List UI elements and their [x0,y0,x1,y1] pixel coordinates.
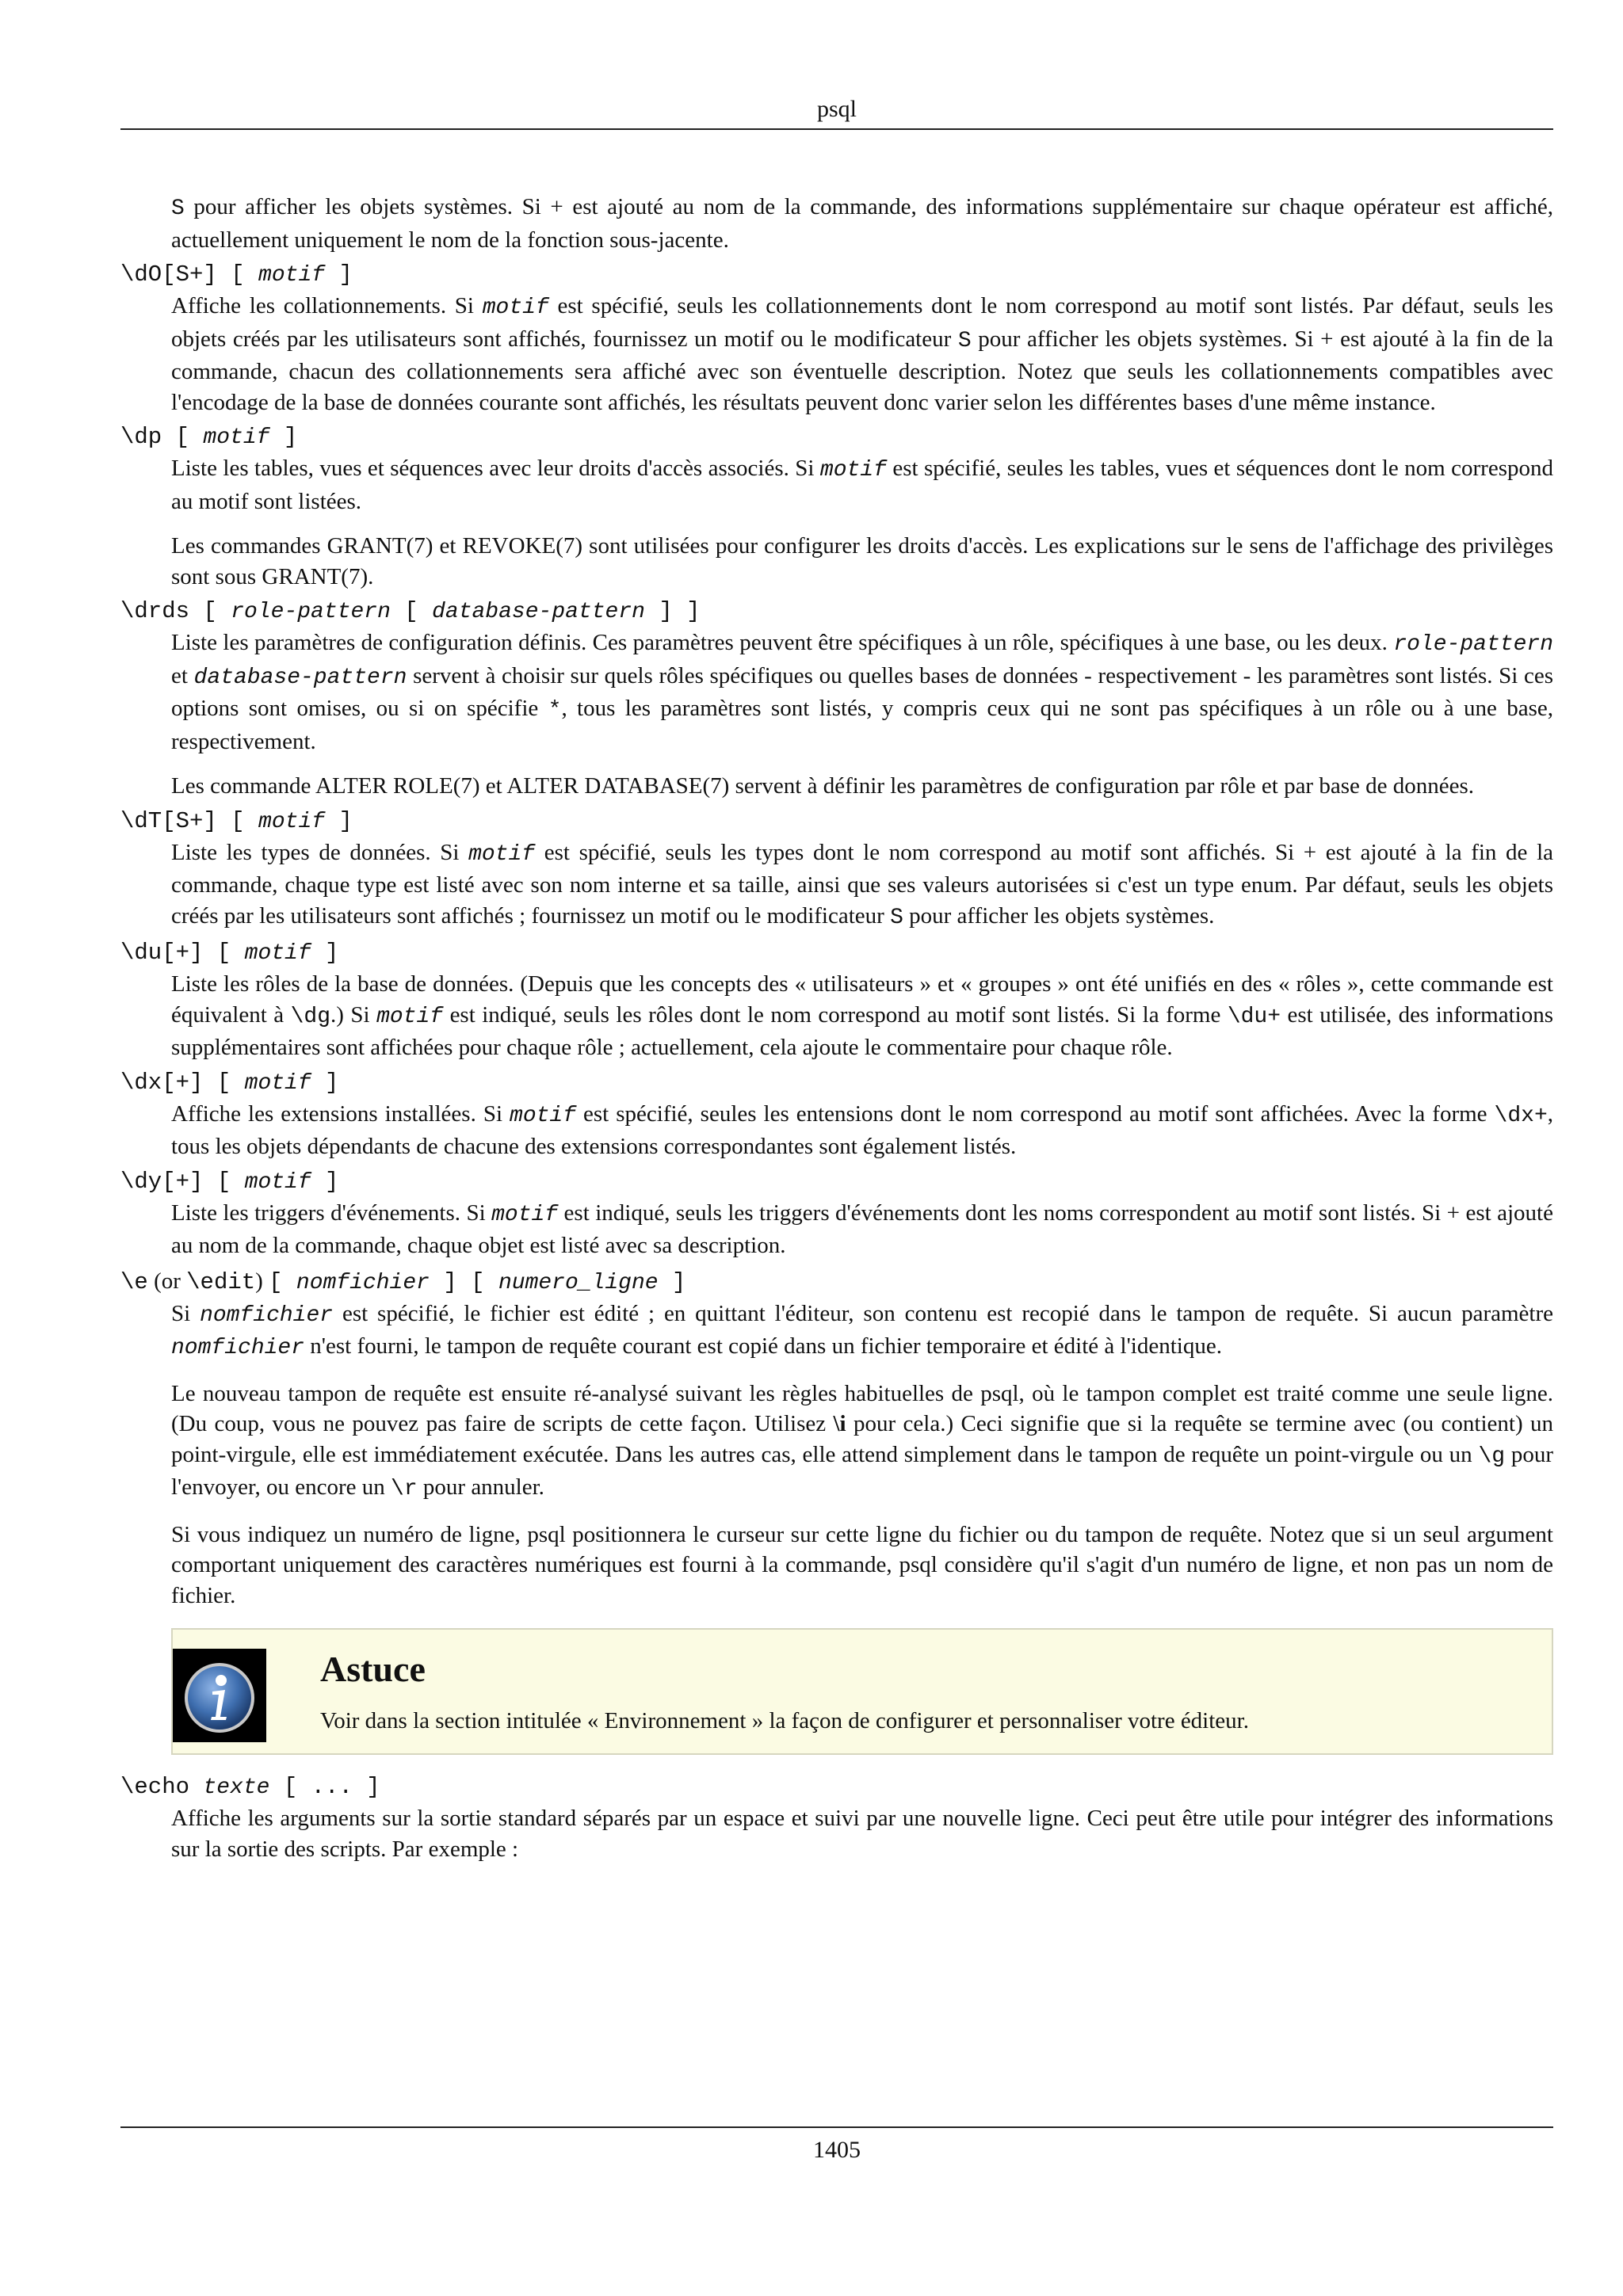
text-fragment: pour afficher les objets systèmes. Si + est ajouté à la fin de la commande, chacun des collationnements sera affiché avec son éventuelle description. Notez que seuls les collationnements compatibles avec l'encodage de la base de données courante sont affichés, les résultats peuvent donc varier selon les différentes bases d'une même instance. [171,326,1553,415]
tip-title: Astuce [320,1649,426,1689]
term-du [120,938,1553,969]
definition-drds [171,627,1553,802]
intro-definition [171,192,1553,255]
term-text: (or [147,1268,187,1294]
term-variable: numero_ligne [498,1270,659,1295]
paragraph: Affiche les arguments sur la sortie standard séparés par un espace et suivi par une nouvelle ligne. Ceci peut être utile pour intégrer des informations sur la sortie des scripts. Par exemple : [171,1806,1553,1862]
term-echo [120,1772,1553,1803]
term-e [120,1266,1553,1299]
code-fragment: * [548,698,562,723]
term-drds [120,597,1553,627]
intro-paragraph [171,192,1553,255]
text-fragment: Liste les rôles de la base de données. (Depuis que les concepts des « utilisateurs » et « groupes » ont été unifiés en des « rôles », cette commande est équivalent à [171,971,1553,1028]
variable: motif [482,296,549,320]
term-variable: motif [258,263,326,288]
term-text: \drds [ [120,598,231,624]
term-text: \du[+] [ [120,940,245,966]
text-fragment: , tous les objets dépendants de chacune des extensions correspondantes sont également listés. [171,1100,1553,1159]
paragraph [171,291,1553,418]
page-number: 1405 [813,2137,861,2163]
code-fragment: S [890,905,903,930]
paragraph [171,627,1553,757]
header-rule [120,128,1553,130]
text-fragment: Liste les types de données. Si [171,839,469,865]
definition-dx [171,1099,1553,1162]
text-fragment: Liste les tables, vues et séquences avec leur droits d'accès associés. Si [171,456,820,481]
variable: motif [376,1004,444,1029]
term-variable: motif [258,809,326,834]
info-icon-graphic [173,1649,266,1742]
text-fragment: et [171,662,194,688]
term-text: ] [311,1069,339,1096]
paragraph: Les commande ALTER ROLE(7) et ALTER DATABASE(7) servent à définir les paramètres de configuration par rôle et par base de données. [171,773,1475,799]
footer-rule [120,2126,1553,2128]
text-fragment: , tous les paramètres sont listés, y compris ceux qui ne sont pas spécifiques à un rôle ou à une base, respectivement. [171,696,1553,754]
text-fragment: Affiche les extensions installées. Si [171,1100,510,1127]
term-text: ] [311,1168,339,1195]
term-text: ] [658,1268,686,1295]
text-fragment: n'est fourni, le tampon de requête courant est copié dans un fichier temporaire et édité à l'identique. [304,1333,1222,1359]
text-fragment: est utilisée, des informations supplémentaires sont affichées pour chaque rôle ; actuellement, cela ajoute le commentaire pour chaque rôle. [171,1001,1553,1060]
term-dp [120,422,1553,453]
paragraph [171,1099,1553,1162]
variable: motif [491,1202,559,1227]
text-fragment: est spécifié, seules les tables, vues et séquences dont le nom correspond au motif sont listées. [171,456,1553,514]
tip-box [171,1628,1553,1755]
term-text: ] [325,261,353,288]
term-text: \dO[S+] [ [120,261,259,288]
code-fragment: \dg [290,1004,331,1029]
definition-dy [171,1198,1553,1261]
term-text: \echo [120,1774,204,1800]
code-fragment: \du+ [1227,1004,1281,1029]
term-text: [ ... ] [269,1774,380,1800]
term-variable: nomfichier [296,1270,430,1295]
text-fragment: Liste les triggers d'événements. Si [171,1199,492,1226]
code-fragment: S [171,196,185,221]
text-fragment: pour afficher les objets systèmes. Si + est ajouté au nom de la commande, des informations supplémentaire sur chaque opérateur est affiché, actuellement uniquement le nom de la fonction sous-jacente. [171,194,1553,253]
term-text: \dx[+] [ [120,1069,245,1096]
code-fragment: \dx+ [1494,1103,1548,1128]
definition-echo [171,1803,1553,1864]
paragraph: Les commandes GRANT(7) et REVOKE(7) sont utilisées pour configurer les droits d'accès. Les explications sur le sens de l'affichage des privilèges sont sous GRANT(7). [171,533,1553,589]
tip-text: Voir dans la section intitulée « Environnement » la façon de configurer et personnaliser votre éditeur. [320,1708,1249,1733]
definition-du [171,969,1553,1063]
term-text: ) [255,1268,269,1294]
text-fragment: pour cela.) Ceci signifie que si la requête se termine avec (ou contient) un point-virgule, elle est immédiatement exécutée. Dans les autres cas, elle attend simplement dans le tampon de requête un point-virgule ou un [171,1411,1553,1467]
text-fragment: Le nouveau tampon de requête est ensuite ré-analysé suivant les règles habituelles de psql, où le tampon complet est traité comme une seule ligne. (Du coup, vous ne pouvez pas faire de scripts de cette façon. Utilisez [171,1380,1553,1436]
term-variable: motif [244,1070,311,1096]
text-fragment: Si [171,1300,200,1326]
term-text: [ [269,1268,296,1295]
text-fragment: est spécifié, seuls les collationnements dont le nom correspond au motif sont listés. Par défaut, seuls les objets créés par les utilisateurs sont affichés, fournissez un motif ou le modificateur [171,293,1553,352]
text-fragment: est indiqué, seuls les rôles dont le nom correspond au motif sont listés. Si la forme [443,1001,1228,1028]
paragraph [171,1299,1553,1364]
definition-dp [171,453,1553,592]
variable: motif [819,458,887,482]
term-text: \edit [186,1268,256,1295]
definition-dO [171,291,1553,418]
term-dO [120,260,1553,291]
term-variable: motif [203,425,270,450]
term-variable: database-pattern [432,600,645,624]
term-text: ] [269,424,298,450]
page-header: psql [816,96,857,122]
term-variable: motif [244,1169,311,1195]
term-text: \dp [ [120,424,204,450]
code-fragment: S [957,328,972,353]
page-content [120,192,1553,1867]
paragraph [171,837,1553,934]
term-variable: role-pattern [231,600,391,624]
term-text: \dT[S+] [ [120,807,259,834]
paragraph [171,969,1553,1063]
info-icon [173,1649,266,1742]
text-fragment: servent à choisir sur quels rôles spécifiques ou quelles bases de données - respectivement - les paramètres sont listés. Si ces options sont omises, ou si on spécifie [171,662,1553,721]
paragraph: Si vous indiquez un numéro de ligne, psql positionnera le curseur sur cette ligne du fichier ou du tampon de requête. Notez que si un seul argument comportant uniquement des caractères numériques est fourni à la commande, psql considère qu'il s'agit d'un numéro de ligne, et non pas un nom de fichier. [171,1521,1553,1608]
paragraph [171,1379,1553,1505]
text-fragment: Liste les paramètres de configuration définis. Ces paramètres peuvent être spécifiques à un rôle, spécifiques à une base, ou les deux. [171,630,1394,655]
text-fragment: est spécifié, le fichier est édité ; en quittant l'éditeur, son contenu est recopié dans le tampon de requête. Si aucun paramètre [333,1300,1554,1326]
definition-e [171,1299,1553,1611]
variable: motif [510,1103,577,1128]
term-text: ] [311,940,339,966]
text-fragment: Affiche les collationnements. Si [171,293,483,318]
term-text: [ [390,598,433,624]
bold-command: \i [833,1411,846,1436]
text-fragment: .) Si [330,1001,377,1028]
term-text: ] [325,807,353,834]
text-fragment: pour l'envoyer, ou encore un [171,1441,1553,1500]
definition-dT [171,837,1553,934]
term-dx [120,1068,1553,1099]
variable: nomfichier [200,1302,334,1328]
variable: nomfichier [171,1336,305,1360]
term-text: \dy[+] [ [120,1168,245,1195]
text-fragment: pour annuler. [417,1474,544,1500]
term-variable: texte [203,1775,270,1800]
variable: motif [468,841,536,867]
term-text: ] [ [429,1268,498,1295]
paragraph [171,453,1553,517]
term-variable: motif [244,941,311,966]
text-fragment: est indiqué, seuls les triggers d'événements dont les noms correspondent au motif sont listés. Si + est ajouté au nom de la commande, chaque objet est listé avec sa description. [171,1199,1553,1258]
term-text: ] ] [644,598,701,624]
code-fragment: \g [1478,1444,1506,1469]
code-fragment: \r [391,1477,418,1501]
text-fragment: est spécifié, seules les entensions dont le nom correspond au motif sont affichées. Avec la forme [576,1100,1495,1127]
term-dT [120,807,1553,837]
variable: database-pattern [193,665,407,690]
text-fragment: pour afficher les objets systèmes. [903,902,1215,929]
paragraph [171,1198,1553,1261]
variable: role-pattern [1393,632,1553,657]
text-fragment: est spécifié, seuls les types dont le nom correspond au motif sont affichés. Si + est ajouté à la fin de la commande, chaque type est listé avec son nom interne et sa taille, ainsi que ses valeurs autorisées si c'est un type enum. Par défaut, seuls les objets créés par les utilisateurs sont affichés ; fournissez un motif ou le modificateur [171,839,1553,929]
term-text: \e [120,1268,148,1295]
term-dy [120,1167,1553,1198]
